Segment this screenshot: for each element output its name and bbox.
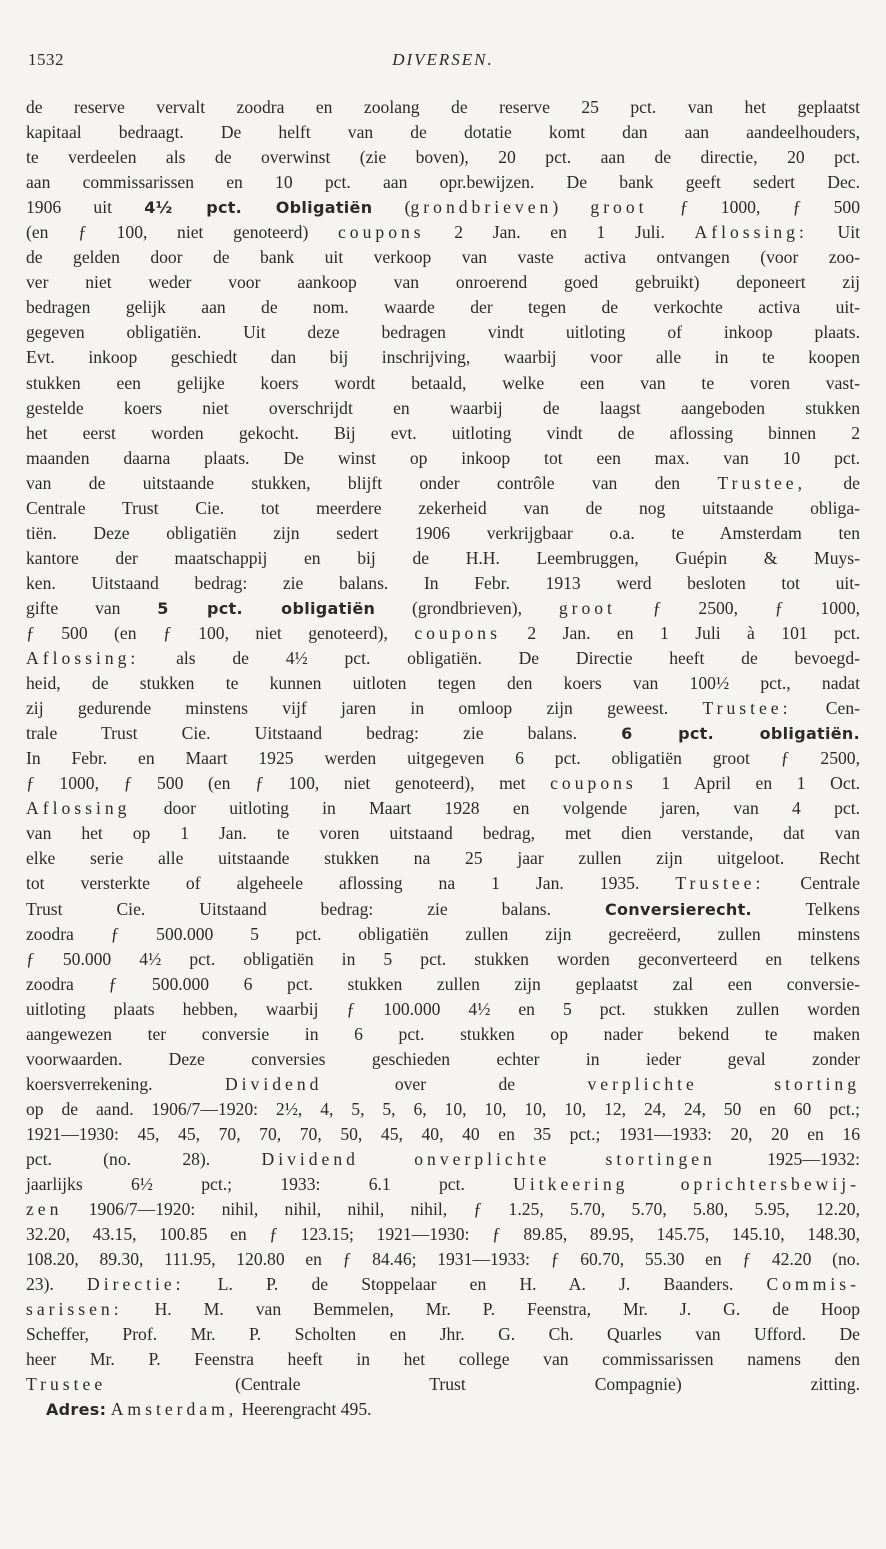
text-run: tiën. Deze obligatiën zijn sedert 1906 verkrijgbaar o.a. te Amsterdam ten xyxy=(26,522,860,543)
text-line xyxy=(26,621,860,646)
text-run: ken. Uitstaand bedrag: zie balans. In Febr. 1913 werd besloten tot uit- xyxy=(26,572,860,593)
text-run: de gelden door de bank uit verkoop van vaste activa ontvangen (voor zoo- xyxy=(26,247,860,268)
text-run: 1 April en 1 Oct. xyxy=(636,773,860,794)
text-run: In Febr. en Maart 1925 werden uitgegeven 6 pct. obligatiën groot ƒ 2500, xyxy=(26,748,860,769)
text-run: 1925—1932: xyxy=(715,1148,861,1169)
text-line xyxy=(26,220,860,245)
text-run: aangewezen ter conversie in 6 pct. stukken op nader bekend te maken xyxy=(26,1023,860,1044)
text-line xyxy=(26,245,860,270)
text-run: (en ƒ 100, niet genoteerd) xyxy=(26,222,338,243)
text-line xyxy=(26,421,860,446)
text-run: uitloting plaats hebben, waarbij ƒ 100.000 4½ en 5 pct. stukken zullen worden xyxy=(26,998,860,1019)
text-run: ƒ 2500, ƒ 1000, xyxy=(615,597,861,618)
body-text xyxy=(26,95,860,1422)
text-line xyxy=(26,1097,860,1122)
text-run: voorwaarden. Deze conversies geschieden echter in ieder geval zonder xyxy=(26,1048,860,1069)
page-number: 1532 xyxy=(28,50,64,69)
spaced-term: Trustee xyxy=(26,1374,107,1395)
text-line xyxy=(26,1047,860,1072)
text-run: Scheffer, Prof. Mr. P. Scholten en Jhr. G. Ch. Quarles van Ufford. De xyxy=(26,1324,860,1345)
spaced-term: Aflossing: xyxy=(26,648,140,669)
text-line xyxy=(26,646,860,671)
spaced-term: Trustee: xyxy=(675,873,765,894)
spaced-term: Amsterdam, xyxy=(110,1399,238,1420)
text-line xyxy=(26,1247,860,1272)
spaced-term: sarissen: xyxy=(26,1299,123,1320)
text-run: (grondbrieven), xyxy=(375,597,559,618)
text-run: Heerengracht 495. xyxy=(237,1399,372,1420)
text-line xyxy=(26,1122,860,1147)
text-run: Uit xyxy=(807,222,860,243)
spaced-term: Trustee: xyxy=(702,698,792,719)
text-run: te verdeelen als de overwinst (zie boven), 20 pct. aan de directie, 20 pct. xyxy=(26,147,860,168)
spaced-term: coupons xyxy=(550,773,637,794)
text-run: ( xyxy=(372,197,411,218)
text-line xyxy=(26,195,860,220)
text-line xyxy=(26,295,860,320)
spaced-term: groot xyxy=(590,197,648,218)
spaced-term: grondbrieven xyxy=(410,197,553,218)
text-run: de xyxy=(806,472,860,493)
text-line xyxy=(26,496,860,521)
bold-heading: 5 pct. obligatiën xyxy=(157,598,376,618)
spaced-term: Trustee, xyxy=(717,472,807,493)
text-run: trale Trust Cie. Uitstaand bedrag: zie balans. xyxy=(26,723,622,744)
text-line xyxy=(26,696,860,721)
text-run: de reserve vervalt zoodra en zoolang de reserve 25 pct. van het geplaatst xyxy=(26,97,860,117)
text-run: Centrale xyxy=(764,873,860,894)
text-line xyxy=(26,546,860,571)
text-line xyxy=(26,170,860,195)
spaced-term: zen xyxy=(26,1199,63,1220)
text-run: ƒ 1000, ƒ 500 xyxy=(647,197,860,218)
text-line xyxy=(26,746,860,771)
text-run: op de aand. 1906/7—1920: 2½, 4, 5, 5, 6, 10, 10, 10, 10, 12, 24, 24, 50 en 60 pct.; xyxy=(26,1098,860,1119)
text-line xyxy=(26,270,860,295)
text-line xyxy=(26,521,860,546)
bold-heading: 4½ pct. Obligatiën xyxy=(144,198,373,218)
text-line xyxy=(26,821,860,846)
text-line xyxy=(26,396,860,421)
spaced-term: Aflossing xyxy=(26,798,131,819)
bold-heading: Conversierecht. xyxy=(604,899,752,919)
text-run: Cen- xyxy=(791,698,861,719)
text-run: Centrale Trust Cie. tot meerdere zekerheid van de nog uitstaande obliga- xyxy=(26,497,860,518)
text-run: heid, de stukken te kunnen uitloten tegen den koers van 100½ pct., nadat xyxy=(26,673,860,694)
text-line xyxy=(26,1197,860,1222)
spaced-term: Dividend xyxy=(224,1073,323,1094)
text-line xyxy=(26,371,860,396)
text-run: stukken een gelijke koers wordt betaald, welke een van te voren vast- xyxy=(26,372,860,393)
text-run: zij gedurende minstens vijf jaren in omloop zijn geweest. xyxy=(26,698,703,719)
text-line xyxy=(26,596,860,621)
spaced-term: Commis- xyxy=(766,1274,861,1295)
text-run: 2 Jan. en 1 Juli. xyxy=(424,222,695,243)
text-line xyxy=(26,997,860,1022)
text-run: 2 Jan. en 1 Juli à 101 pct. xyxy=(500,622,861,643)
text-line xyxy=(26,471,860,496)
text-line xyxy=(26,345,860,370)
text-run: het eerst worden gekocht. Bij evt. uitloting vindt de aflossing binnen 2 xyxy=(26,422,860,443)
text-run: kantore der maatschappij en bij de H.H. Leembruggen, Guépin & Muys- xyxy=(26,547,860,568)
text-run: van het op 1 Jan. te voren uitstaand bedrag, met dien verstande, dat van xyxy=(26,823,860,844)
text-run: gegeven obligatiën. Uit deze bedragen vindt uitloting of inkoop plaats. xyxy=(26,322,860,343)
text-run: maanden daarna plaats. De winst op inkoop tot een max. van 10 pct. xyxy=(26,447,860,468)
text-run: 23). xyxy=(26,1274,88,1295)
text-line xyxy=(26,1397,860,1422)
text-run: elke serie alle uitstaande stukken na 25 jaar zullen zijn uitgeloot. Recht xyxy=(26,848,860,869)
text-line xyxy=(26,145,860,170)
text-line xyxy=(26,846,860,871)
spaced-term: groot xyxy=(558,597,616,618)
text-run: Telkens xyxy=(751,898,861,919)
text-line xyxy=(26,320,860,345)
bold-heading: 6 pct. obligatiën. xyxy=(621,724,860,744)
text-run: jaarlijks 6½ pct.; 1933: 6.1 pct. xyxy=(26,1174,514,1195)
text-line xyxy=(26,922,860,947)
text-line xyxy=(26,1022,860,1047)
spaced-term: Aflossing: xyxy=(694,222,808,243)
text-run: tot versterkte of algeheele aflossing na 1 Jan. 1935. xyxy=(26,873,676,894)
text-run: ƒ 50.000 4½ pct. obligatiën in 5 pct. stukken worden geconverteerd en telkens xyxy=(26,948,860,969)
text-line xyxy=(26,1297,860,1322)
text-line xyxy=(26,1347,860,1372)
text-run: zoodra ƒ 500.000 5 pct. obligatiën zullen zijn gecreëerd, zullen minstens xyxy=(26,923,860,944)
text-run: ƒ 500 (en ƒ 100, niet genoteerd), xyxy=(26,622,415,643)
text-run: heer Mr. P. Feenstra heeft in het college van commissarissen namens den xyxy=(26,1349,860,1370)
text-line xyxy=(26,721,860,746)
text-line xyxy=(26,1072,860,1097)
text-line xyxy=(26,871,860,896)
page-header xyxy=(28,50,858,78)
text-run: ) xyxy=(552,197,591,218)
spaced-term: Directie: xyxy=(87,1274,185,1295)
spaced-term: coupons xyxy=(338,222,425,243)
text-line xyxy=(26,796,860,821)
text-run: als de 4½ pct. obligatiën. De Directie heeft de bevoegd- xyxy=(139,648,860,669)
text-line xyxy=(26,1372,860,1397)
text-line xyxy=(26,671,860,696)
text-run: gifte van xyxy=(26,597,158,618)
spaced-term: Uitkeering oprichtersbewij- xyxy=(513,1174,860,1195)
spaced-term: verplichte storting xyxy=(587,1073,860,1094)
text-run: pct. (no. 28). xyxy=(26,1148,262,1169)
text-run: van de uitstaande stukken, blijft onder contrôle van den xyxy=(26,472,718,493)
bold-heading: Adres: xyxy=(46,1400,107,1420)
text-run: 32.20, 43.15, 100.85 en ƒ 123.15; 1921—1930: ƒ 89.85, 89.95, 145.75, 145.10, 148.30, xyxy=(26,1224,860,1245)
text-run: kapitaal bedraagt. De helft van de dotatie komt dan aan aandeelhouders, xyxy=(26,122,860,143)
running-head: DIVERSEN. xyxy=(392,50,494,69)
text-run: 108.20, 89.30, 111.95, 120.80 en ƒ 84.46; 1931—1933: ƒ 60.70, 55.30 en ƒ 42.20 (no. xyxy=(26,1249,860,1270)
text-line xyxy=(26,1322,860,1347)
text-line xyxy=(26,1172,860,1197)
text-run: zoodra ƒ 500.000 6 pct. stukken zullen zijn geplaatst zal een conversie- xyxy=(26,973,860,994)
text-run: gestelde koers niet overschrijdt en waarbij de laagst aangeboden stukken xyxy=(26,397,860,418)
text-line xyxy=(26,771,860,796)
spaced-term: coupons xyxy=(414,622,501,643)
text-run: 1906 uit xyxy=(26,197,145,218)
text-run: door uitloting in Maart 1928 en volgende jaren, van 4 pct. xyxy=(130,798,860,819)
text-line xyxy=(26,947,860,972)
text-line xyxy=(26,972,860,997)
text-run: H. M. van Bemmelen, Mr. P. Feenstra, Mr. J. G. de Hoop xyxy=(122,1299,860,1320)
text-line xyxy=(26,571,860,596)
text-run: Trust Cie. Uitstaand bedrag: zie balans. xyxy=(26,898,605,919)
text-line xyxy=(26,120,860,145)
text-run: ƒ 1000, ƒ 500 (en ƒ 100, niet genoteerd), met xyxy=(26,773,551,794)
text-line xyxy=(26,1222,860,1247)
text-line xyxy=(26,1272,860,1297)
text-line xyxy=(26,95,860,120)
text-run: L. P. de Stoppelaar en H. A. J. Baanders. xyxy=(184,1274,767,1295)
text-run: koersverrekening. xyxy=(26,1073,225,1094)
text-run: (Centrale Trust Compagnie) zitting. xyxy=(106,1374,860,1395)
text-line xyxy=(26,897,860,922)
text-run: over de xyxy=(322,1073,588,1094)
text-run: aan commissarissen en 10 pct. aan opr.bewijzen. De bank geeft sedert Dec. xyxy=(26,172,860,193)
text-run: Evt. inkoop geschiedt dan bij inschrijving, waarbij voor alle in te koopen xyxy=(26,347,860,368)
text-line xyxy=(26,1147,860,1172)
text-line xyxy=(26,446,860,471)
text-run: 1906/7—1920: nihil, nihil, nihil, nihil, ƒ 1.25, 5.70, 5.70, 5.80, 5.95, 12.20, xyxy=(62,1199,860,1220)
text-run: bedragen gelijk aan de nom. waarde der tegen de verkochte activa uit- xyxy=(26,297,860,318)
text-run: ver niet weder voor aankoop van onroerend goed gebruikt) deponeert zij xyxy=(26,272,860,293)
text-run: 1921—1930: 45, 45, 70, 70, 70, 50, 45, 40, 40 en 35 pct.; 1931—1933: 20, 20 en 16 xyxy=(26,1123,860,1144)
spaced-term: Dividend onverplichte stortingen xyxy=(261,1148,716,1169)
